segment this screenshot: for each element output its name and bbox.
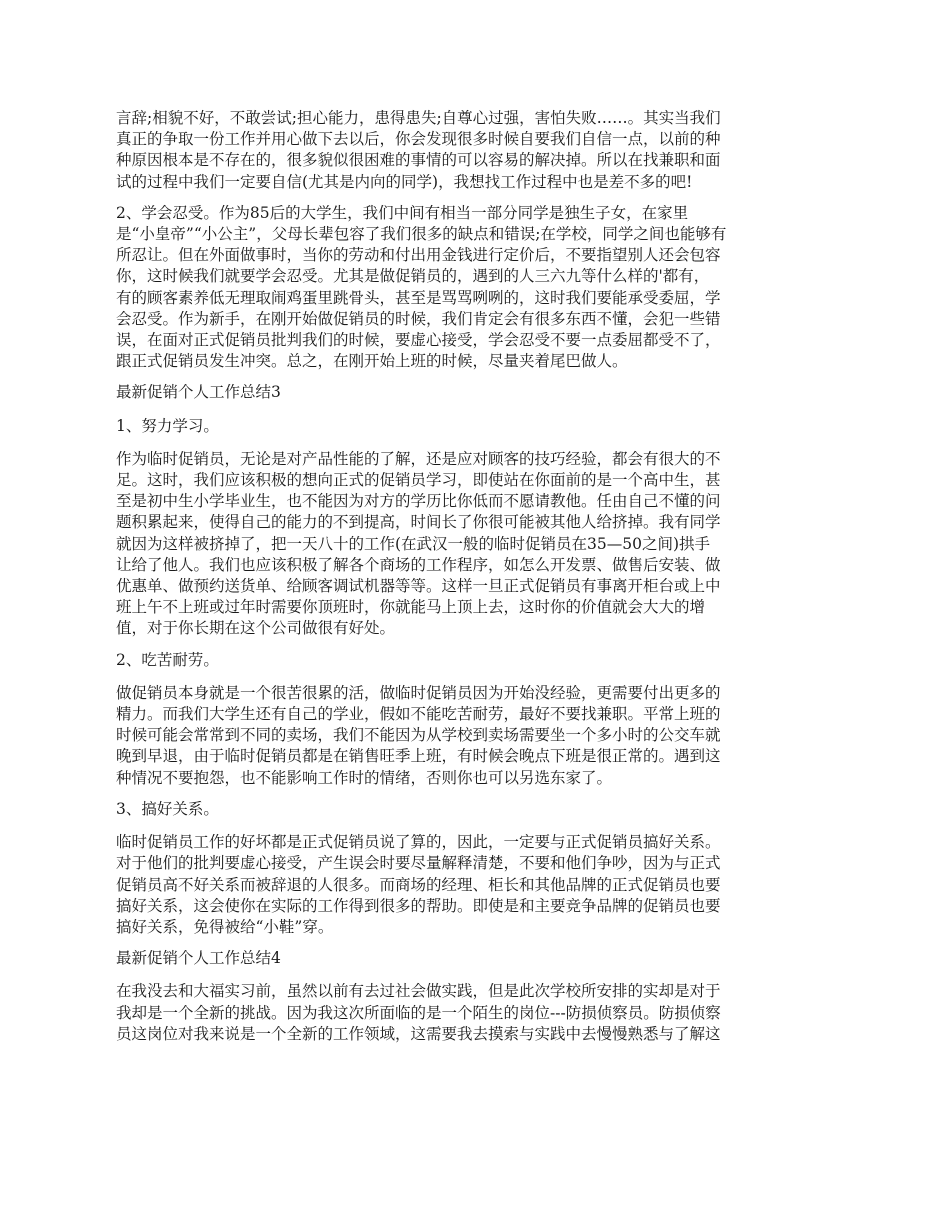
- paragraph-internship: 在我没去和大福实习前，虽然以前有去过社会做实践，但是此次学校所安排的实却是对于 我却是一个全新的挑战。因为我这次所面临的是一个陌生的岗位---防损侦察员。防损侦察 员这岗位对我来说是一个全新的工作领域，这需要我去摸索与实践中去慢慢熟悉与了解这: [116, 982, 721, 1043]
- section-heading-summary-3: 最新促销个人工作总结3: [116, 383, 281, 402]
- section-heading-summary-4: 最新促销个人工作总结4: [116, 949, 281, 968]
- subheading-study-hard: 1、努力学习。: [116, 416, 219, 435]
- paragraph-relationships: 临时促销员工作的好坏都是正式促销员说了算的，因此，一定要与正式促销员搞好关系。 对于他们的批判要虚心接受，产生误会时要尽量解释清楚，不要和他们争吵，因为与正式 促销员高不好关系而被辞退的人很多。而商场的经理、柜长和其他品牌的正式促销员也要 搞好关系，这会使你在实际的工作得到很多的帮助。即使是和主要竞争品牌的促销员也要 搞好关系，免得被给“小鞋”穿。: [116, 833, 721, 936]
- subheading-relationships: 3、搞好关系。: [116, 799, 219, 818]
- paragraph-confidence-end: 言辞;相貌不好，不敢尝试;担心能力，患得患失;自尊心过强，害怕失败……。其实当我们 真正的争取一份工作并用心做下去以后，你会发现很多时候自要我们自信一点，以前的种 种原因根本是不存在的，很多貌似很困难的事情的可以容易的解决掉。所以在找兼职和面 试的过程中我们一定要自信(尤其是内向的同学)，我想找工作过程中也是差不多的吧!: [116, 109, 721, 191]
- paragraph-study-hard: 作为临时促销员，无论是对产品性能的了解，还是应对顾客的技巧经验，都会有很大的不 足。这时，我们应该积极的想向正式的促销员学习，即使站在你面前的是一个高中生，甚 至是初中生小学毕业生，也不能因为对方的学历比你低而不愿请教他。任由自己不懂的问 题积累起来，使得自己的能力的不到提高，时间长了你很可能被其他人给挤掉。我有同学 就因为这样被挤掉了，把一天八十的工作(在武汉一般的临时促销员在35—50之间)拱手 让给了他人。我们也应该积极了解各个商场的工作程序，如怎么开发票、做售后安装、做 优惠单、做预约送货单、给顾客调试机器等等。这样一旦正式促销员有事离开柜台或上中 班上午不上班或过年时需要你顶班时，你就能马上顶上去，这时你的价值就会大大的增 值，对于你长期在这个公司做很有好处。: [116, 449, 721, 638]
- paragraph-hard-work: 做促销员本身就是一个很苦很累的活，做临时促销员因为开始没经验，更需要付出更多的 精力。而我们大学生还有自己的学业，假如不能吃苦耐劳，最好不要找兼职。平常上班的 时候可能会常常到不同的卖场，我们不能因为从学校到卖场需要坐一个多小时的公交车就 晚到早退，由于临时促销员都是在销售旺季上班，有时候会晚点下班是很正常的。遇到这 种情况不要抱怨，也不能影响工作时的情绪，否则你也可以另选东家了。: [116, 683, 721, 787]
- subheading-hard-work: 2、吃苦耐劳。: [116, 650, 219, 669]
- document-body: [116, 108, 840, 1055]
- paragraph-learn-to-endure: 2、学会忍受。作为85后的大学生，我们中间有相当一部分同学是独生子女，在家里 是“小皇帝”“小公主”，父母长辈包容了我们很多的缺点和错误;在学校，同学之间也能够有 所忍让。但在外面做事时，当你的劳动和付出用金钱进行定价后，不要指望别人还会包容 你，这时候我们就要学会忍受。尤其是做促销员的，遇到的人三六九等什么样的'都有， 有的顾客素养低无理取闹鸡蛋里跳骨头，甚至是骂骂咧咧的，这时我们要能承受委屈，学 会忍受。作为新手，在刚开始做促销员的时候，我们肯定会有很多东西不懂，会犯一些错 误，在面对正式促销员批判我们的时候，要虚心接受，学会忍受不要一点委屈都受不了， 跟正式促销员发生冲突。总之，在刚开始上班的时候，尽量夹着尾巴做人。: [116, 203, 727, 371]
